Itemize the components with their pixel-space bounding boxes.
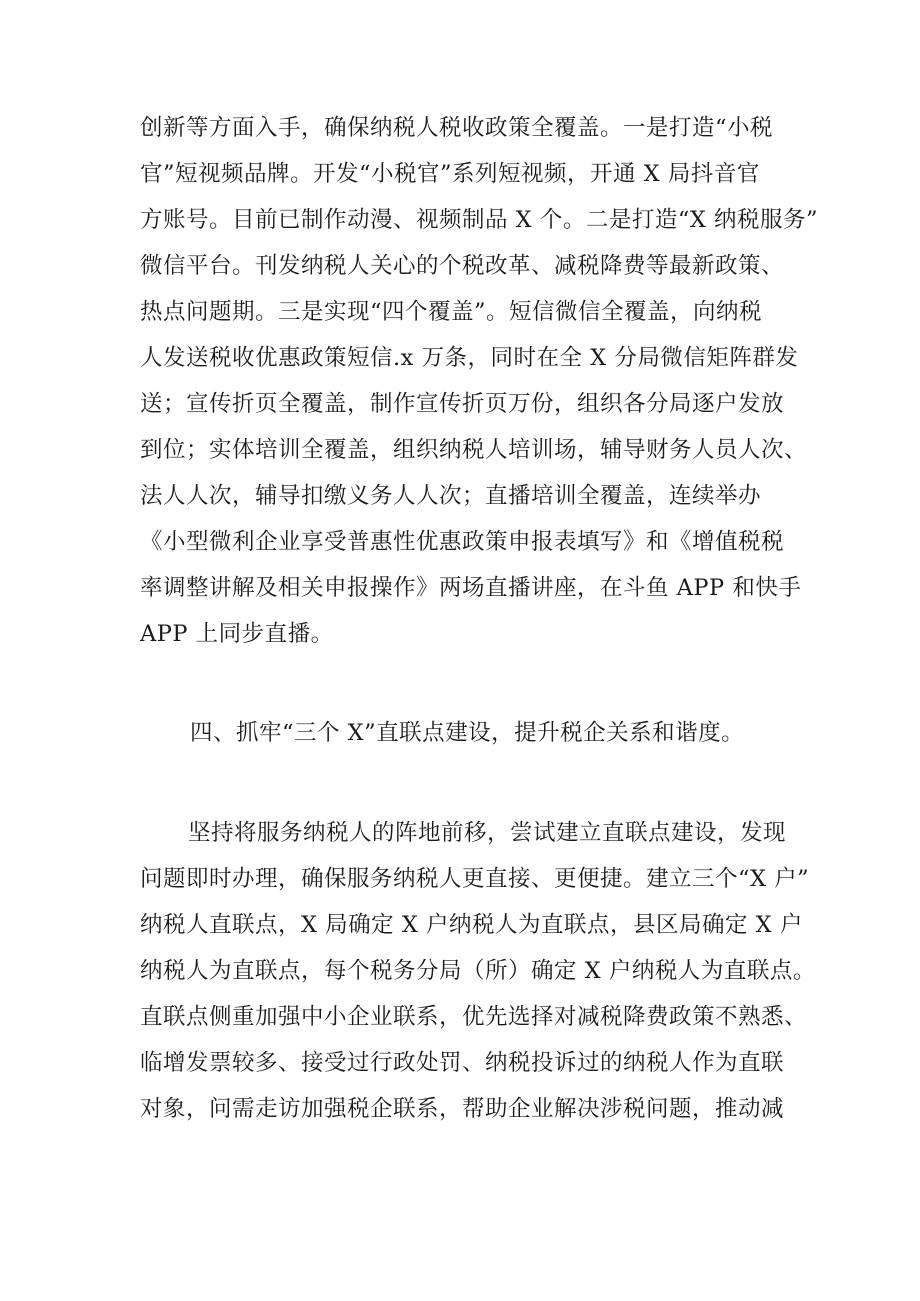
- paragraph-1-line-9: 法人人次，辅导扣缴义务人人次；直播培训全覆盖，连续举办: [140, 483, 762, 509]
- paragraph-1-line-12: APP 上同步直播。: [140, 621, 334, 647]
- paragraph-1-line-7: 送；宣传折页全覆盖，制作宣传折页万份，组织各分局逐户发放: [140, 391, 785, 417]
- paragraph-1-line-5: 热点问题期。三是实现“四个覆盖”。短信微信全覆盖，向纳税: [140, 299, 763, 325]
- paragraph-2-line-4: 纳税人为直联点，每个税务分局（所）确定 X 户纳税人为直联点。: [140, 958, 816, 984]
- paragraph-1-line-3: 方账号。目前已制作动漫、视频制品 X 个。二是打造“X 纳税服务”: [140, 207, 818, 233]
- paragraph-2-line-5: 直联点侧重加强中小企业联系，优先选择对减税降费政策不熟悉、: [140, 1004, 808, 1030]
- paragraph-1-line-8: 到位；实体培训全覆盖，组织纳税人培训场，辅导财务人员人次、: [140, 437, 808, 463]
- section-heading-4: 四、抓牢“三个 X”直联点建设，提升税企关系和谐度。: [190, 720, 745, 746]
- paragraph-1-line-6: 人发送税收优惠政策短信.x 万条，同时在全 X 分局微信矩阵群发: [140, 345, 799, 371]
- paragraph-2-line-6: 临增发票较多、接受过行政处罚、纳税投诉过的纳税人作为直联: [140, 1050, 785, 1076]
- paragraph-1-line-10: 《小型微利企业享受普惠性优惠政策申报表填写》和《增值税税: [140, 529, 785, 555]
- paragraph-2-line-1: 坚持将服务纳税人的阵地前移，尝试建立直联点建设，发现: [188, 820, 787, 846]
- paragraph-1-line-2: 官”短视频品牌。开发“小税官”系列短视频，开通 X 局抖音官: [140, 161, 760, 187]
- paragraph-1-line-4: 微信平台。刊发纳税人关心的个税改革、减税降费等最新政策、: [140, 253, 785, 279]
- paragraph-2-line-3: 纳税人直联点，X 局确定 X 户纳税人为直联点，县区局确定 X 户: [140, 912, 803, 938]
- paragraph-2-line-7: 对象，问需走访加强税企联系，帮助企业解决涉税问题，推动减: [140, 1096, 785, 1122]
- paragraph-1-line-11: 率调整讲解及相关申报操作》两场直播讲座，在斗鱼 APP 和快手: [140, 575, 802, 601]
- paragraph-2-line-2: 问题即时办理，确保服务纳税人更直接、更便捷。建立三个“X 户”: [140, 866, 810, 892]
- paragraph-1-line-1: 创新等方面入手，确保纳税人税收政策全覆盖。一是打造“小税: [140, 115, 774, 141]
